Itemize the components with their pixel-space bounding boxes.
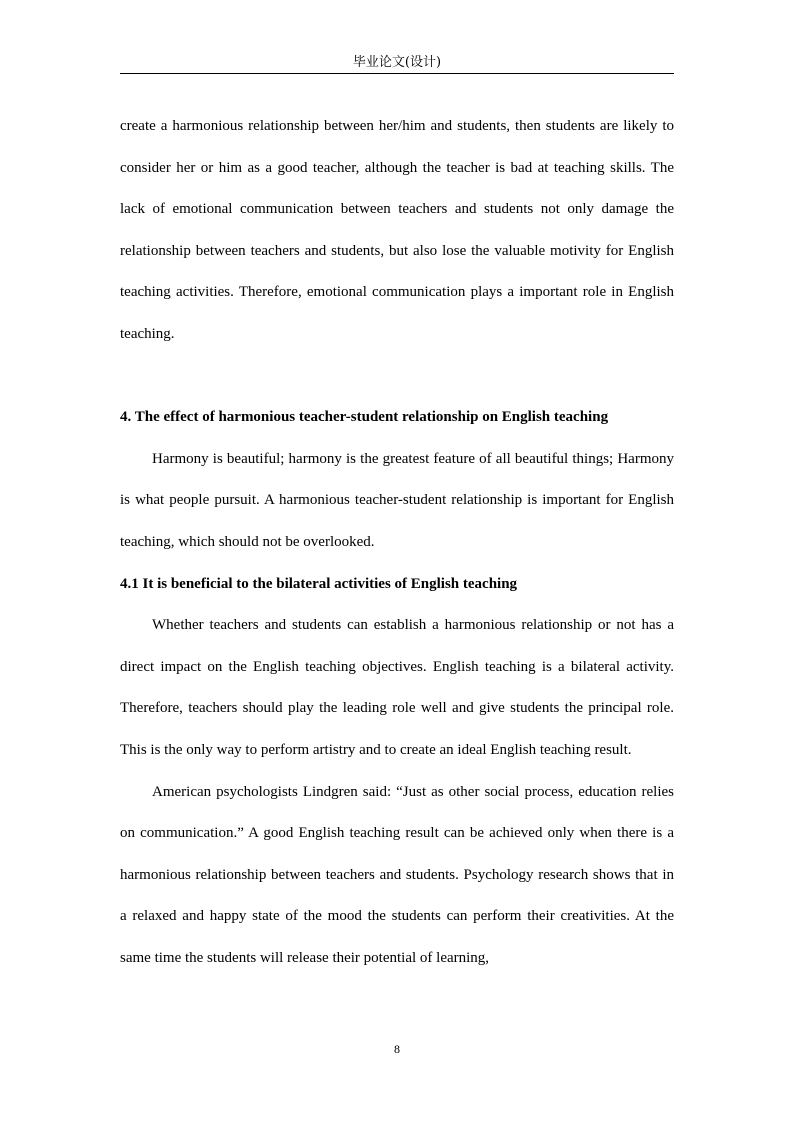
section-spacer bbox=[120, 356, 674, 398]
subsection-heading-4-1: 4.1 It is beneficial to the bilateral activities of English teaching bbox=[120, 575, 518, 592]
paragraph-bilateral: Whether teachers and students can establish a harmonious relationship or not has a direct impact on the English teaching objectives. English teaching is a bilateral activity. Therefore, teachers should play the leading role well and give students the principal role. This is the only way to perform artistry and to create an ideal English teaching result. bbox=[120, 617, 674, 758]
section-heading-4: 4. The effect of harmonious teacher-student relationship on English teaching bbox=[120, 409, 609, 426]
paragraph-lindgren: American psychologists Lindgren said: “Just as other social process, education relies on communication.” A good English teaching result can be achieved only when there is a harmonious relationship between teachers and students. Psychology research shows that in a relaxed and happy state of the mood the students can perform their creativities. At the same time the students will release their potential of learning, bbox=[120, 783, 674, 966]
page-content bbox=[120, 106, 674, 979]
paragraph-continuation: create a harmonious relationship between her/him and students, then students are likely to consider her or him as a good teacher, although the teacher is bad at teaching skills. The lack of emotional communication between teachers and students not only damage the relationship between teachers and students, but also lose the valuable motivity for English teaching activities. Therefore, emotional communication plays a important role in English teaching. bbox=[120, 118, 674, 342]
paragraph-harmony: Harmony is beautiful; harmony is the greatest feature of all beautiful things; Harmony is what people pursuit. A harmonious teacher-student relationship is important for English teaching, which should not be overlooked. bbox=[120, 450, 674, 550]
header-rule bbox=[120, 73, 674, 74]
page-number: 8 bbox=[394, 1042, 400, 1056]
running-header: 毕业论文(设计) bbox=[352, 55, 442, 70]
